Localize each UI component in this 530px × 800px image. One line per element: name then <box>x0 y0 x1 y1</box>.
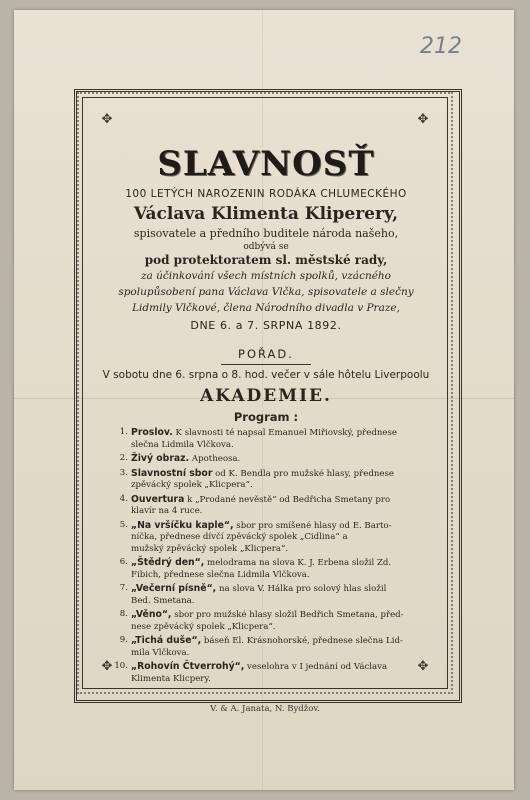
cooperation-line-2: spolupůsobení pana Václava Vlčka, spisovatele a slečny <box>118 286 414 298</box>
program-item: 10. „Rohovín Čtverrohý“, veselohra v I jednání od Václava Klimenta Klicpery. <box>114 661 388 684</box>
program-item: 5. „Na vršíčku kaple“, sbor pro smíšené hlasy od E. Barto- níčka, přednese dívčí zpěvácký spolek „Cidlina“ a mužský zpěvácký spolek „Klicpera“. <box>119 519 392 554</box>
corner-ornament-icon: ✥ <box>417 112 429 127</box>
patronage-line: pod protektoratem sl. městské rady, <box>144 253 388 267</box>
printer-imprint: V. & A. Janata, N. Bydžov. <box>210 704 320 714</box>
corner-ornament-icon: ✥ <box>101 659 113 674</box>
cooperation-line-3: Lidmily Vlčkové, člena Národního divadla v Praze, <box>132 302 400 314</box>
cooperation-line-1: za účinkování všech místních spolků, vzácného <box>140 270 392 282</box>
program-item: 8. „Věno“, sbor pro mužské hlasy složil Bedřich Smetana, před- nese zpěvácký spolek „Klicpera“. <box>119 609 404 632</box>
honoree-name: Václava Klimenta Kliperery, <box>133 204 399 224</box>
program-item: 9. „Tichá duše“, báseň El. Krásnohorské, přednese slečna Lid- mila Vlčkova. <box>119 635 403 658</box>
event-time-place: V sobotu dne 6. srpna o 8. hod. večer v sále hôtelu Liverpoolu <box>102 369 430 381</box>
program-item: 6. „Štědrý den“, melodrama na slova K. J. Erbena složil Zd. Fibich, přednese slečna Lidmila Vlčkova. <box>119 557 392 580</box>
program-item: 3. Slavnostní sbor od K. Bendla pro mužské hlasy, přednese zpěvácký spolek „Klicpera“. <box>119 467 394 490</box>
program-heading: Program : <box>233 410 299 424</box>
author-line: spisovatele a předního buditele národa našeho, <box>133 227 399 240</box>
program-item: 4. Ouvertura k „Prodané nevěstě“ od Bedřicha Smetany pro klavír na 4 ruce. <box>119 493 391 516</box>
program-item: 7. „Večerní písně“, na slova V. Hálka pro solový hlas složil Bed. Smetana. <box>119 583 387 606</box>
pencil-page-number: 212 <box>420 34 462 59</box>
held-line: odbývá se <box>243 242 289 252</box>
poster-title: SLAVNOSŤ <box>157 144 375 184</box>
program-item: 2. Živý obraz. Apotheosa. <box>119 453 241 464</box>
event-name: AKADEMIE. <box>200 386 332 406</box>
anniversary-subtitle: 100 LETÝCH NAROZENIN RODÁKA CHLUMECKÉHO <box>125 188 407 200</box>
corner-ornament-icon: ✥ <box>417 659 429 674</box>
event-date: DNE 6. a 7. SRPNA 1892. <box>190 319 342 332</box>
program-list <box>96 427 436 685</box>
divider-rule <box>221 364 311 365</box>
porad-heading: POŘAD. <box>238 347 294 361</box>
corner-ornament-icon: ✥ <box>101 112 113 127</box>
program-item: 1. Proslov. K slavnosti té napsal Emanuel Miřiovský, přednese slečna Lidmila Vlčkova. <box>119 427 397 450</box>
poster-content <box>96 110 436 684</box>
